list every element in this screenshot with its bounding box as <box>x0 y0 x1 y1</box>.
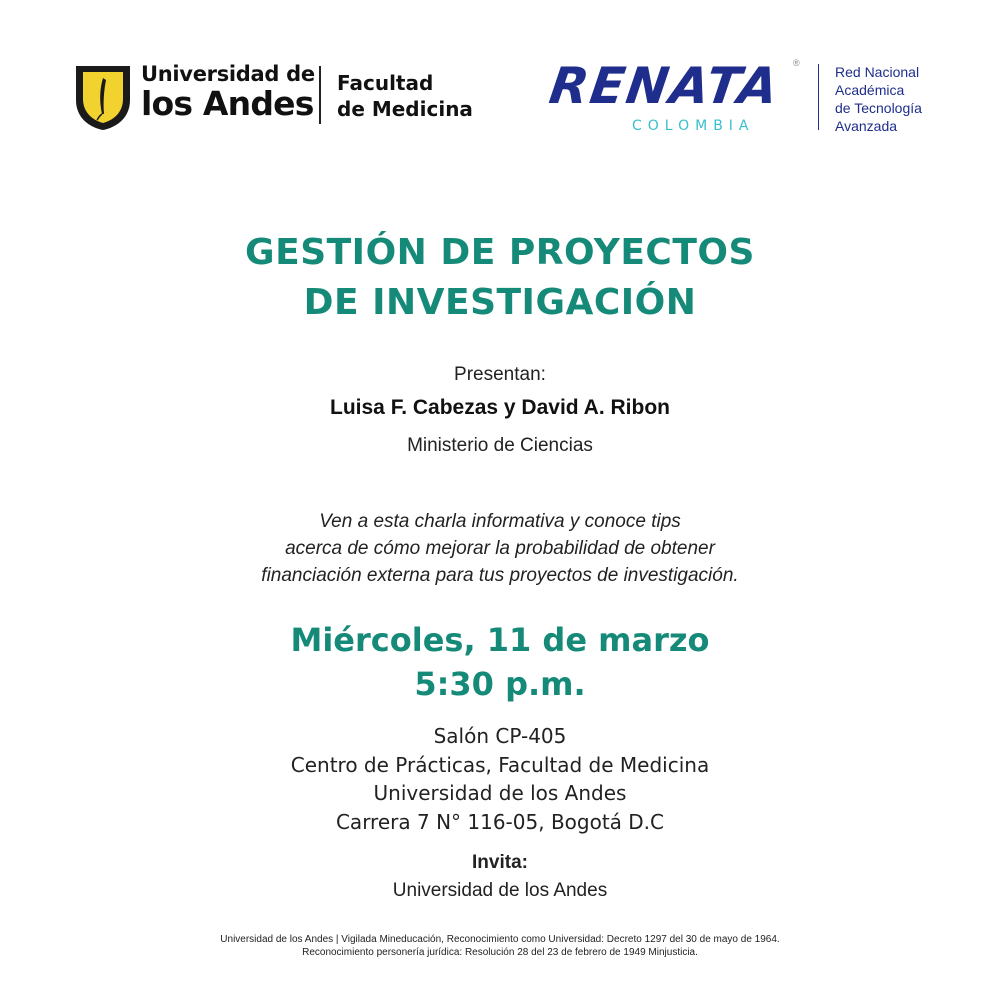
event-description <box>0 508 1000 589</box>
renata-country: COLOMBIA <box>632 118 755 134</box>
footer-line1: Universidad de los Andes | Vigilada Mineducación, Reconocimiento como Universidad: Decreto 1297 del 30 de mayo de 1964. <box>220 934 780 945</box>
event-datetime <box>0 618 1000 706</box>
venue-institution: Universidad de los Andes <box>373 781 627 805</box>
invites-label: Invita: <box>472 852 528 873</box>
renata-tagline-line: Académica <box>835 82 905 98</box>
description-line: Ven a esta charla informativa y conoce tips <box>319 511 681 532</box>
event-date: Miércoles, 11 de marzo <box>290 621 710 659</box>
renata-wordmark: RENATA <box>545 57 784 115</box>
university-name-line1: Universidad de <box>141 62 315 86</box>
registered-mark: ® <box>793 58 800 68</box>
renata-tagline <box>835 63 922 135</box>
description-line: financiación externa para tus proyectos de investigación. <box>261 565 739 586</box>
venue-address: Carrera 7 N° 116-05, Bogotá D.C <box>335 809 665 834</box>
event-time: 5:30 p.m. <box>414 665 586 703</box>
organization: Ministerio de Ciencias <box>407 435 593 456</box>
faculty-line2: de Medicina <box>337 97 473 121</box>
footer-line2: Reconocimiento personería jurídica: Resolución 28 del 23 de febrero de 1949 Minjusticia. <box>302 947 698 958</box>
shield-icon <box>73 62 133 132</box>
renata-tagline-line: Avanzada <box>835 118 898 134</box>
universidad-de-los-andes-logo <box>73 62 473 134</box>
event-venue <box>0 722 1000 836</box>
legal-footer <box>0 933 1000 959</box>
event-title-line1: GESTIÓN DE PROYECTOS <box>245 232 755 273</box>
faculty-name <box>337 70 473 122</box>
header <box>0 0 1000 160</box>
faculty-line1: Facultad <box>337 71 434 95</box>
description-line: acerca de cómo mejorar la probabilidad de obtener <box>285 538 715 559</box>
event-title-line2: DE INVESTIGACIÓN <box>303 282 697 323</box>
logo-divider <box>319 66 321 124</box>
venue-room: Salón CP-405 <box>433 724 567 748</box>
renata-logo <box>545 57 810 138</box>
renata-divider <box>818 64 819 130</box>
speakers: Luisa F. Cabezas y David A. Ribon <box>330 396 670 419</box>
invites-value: Universidad de los Andes <box>392 880 608 901</box>
event-title <box>0 228 1000 328</box>
venue-building: Centro de Prácticas, Facultad de Medicina <box>290 752 710 777</box>
renata-tagline-line: de Tecnología <box>835 100 922 116</box>
university-name-line2: los Andes <box>141 84 314 123</box>
renata-tagline-line: Red Nacional <box>835 64 920 80</box>
presented-by-label: Presentan: <box>454 364 546 385</box>
